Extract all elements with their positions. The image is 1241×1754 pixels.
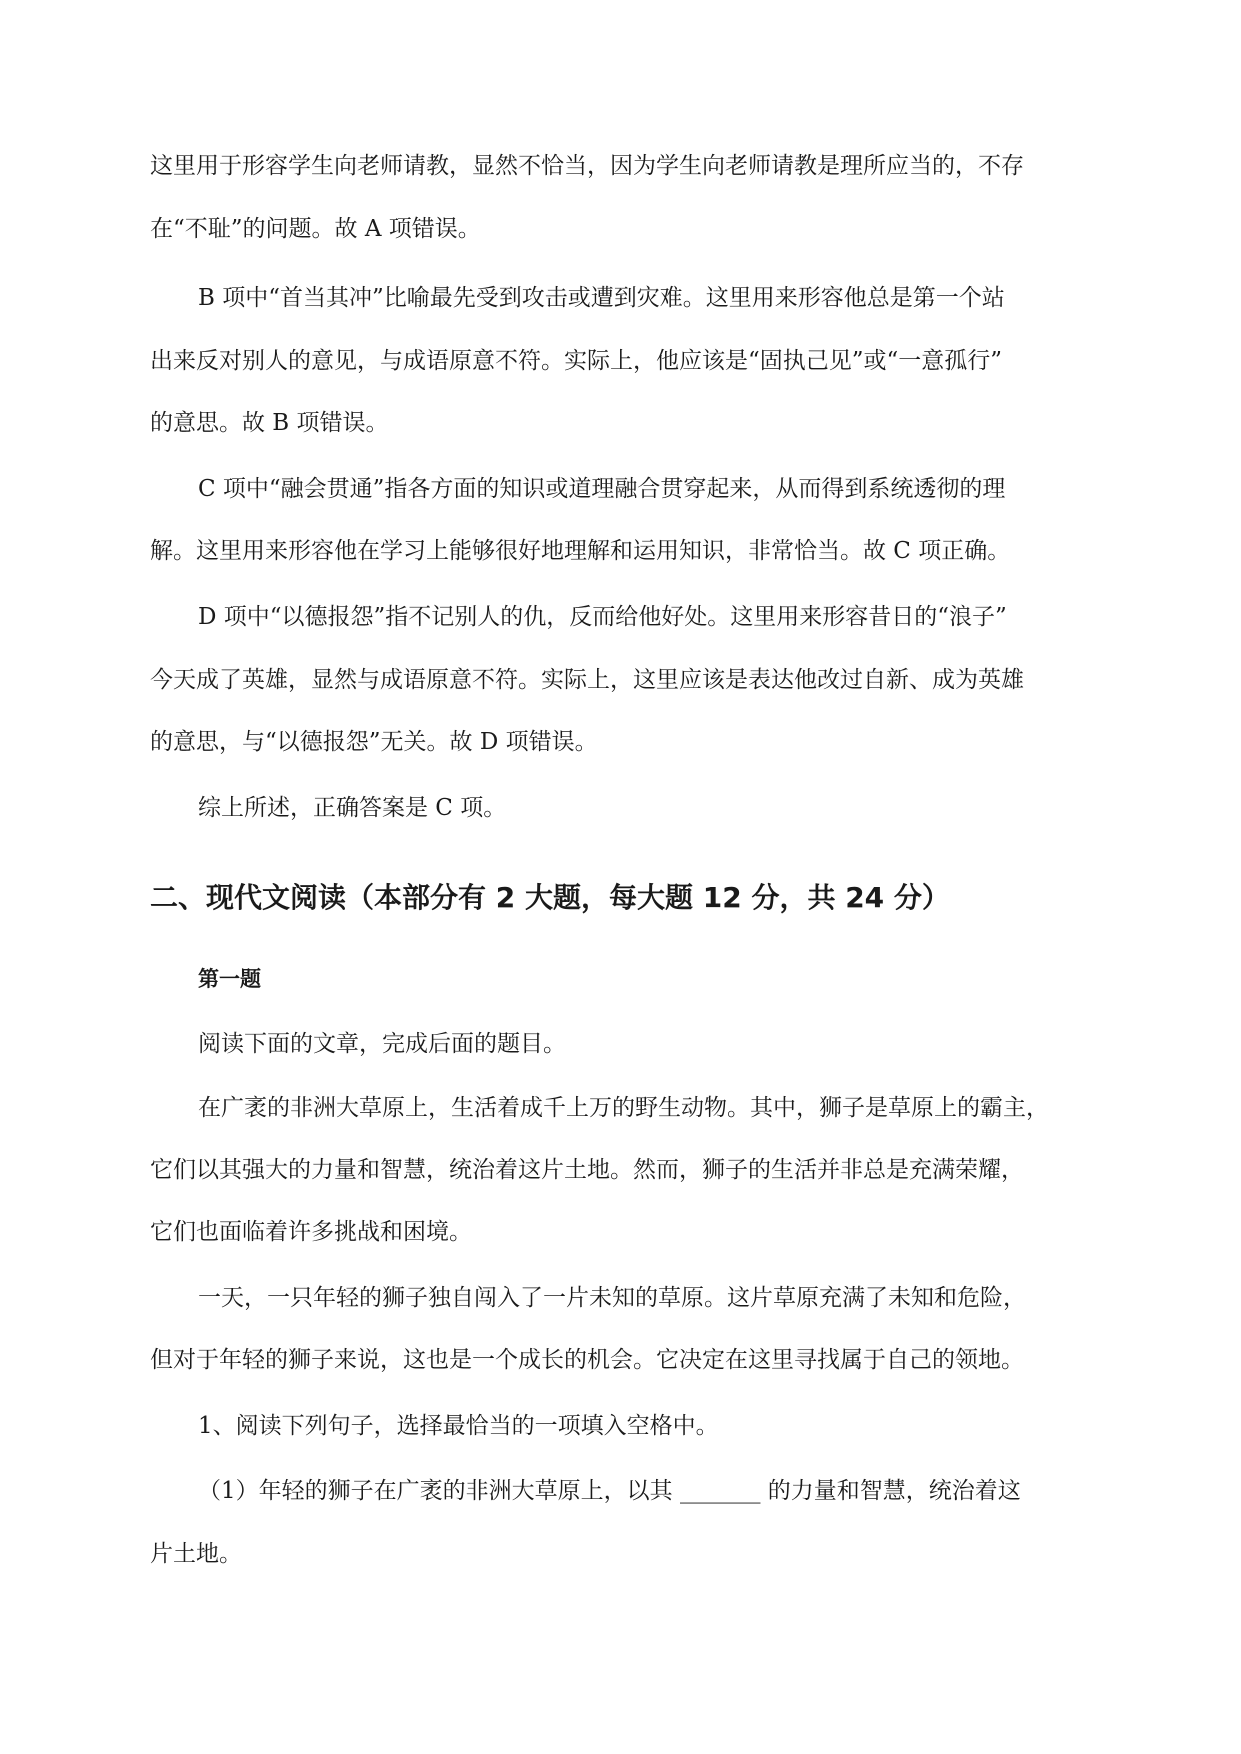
paragraph-line: D 项中“以德报怨”指不记别人的仇，反而给他好处。这里用来形容昔日的“浪子” — [198, 604, 1007, 630]
section-heading: 二、现代文阅读（本部分有 2 大题，每大题 12 分，共 24 分） — [150, 881, 950, 914]
question-line: 1、阅读下列句子，选择最恰当的一项填入空格中。 — [198, 1413, 719, 1439]
paragraph-line: 它们也面临着许多挑战和困境。 — [150, 1219, 472, 1245]
paragraph-line: 一天，一只年轻的狮子独自闯入了一片未知的草原。这片草原充满了未知和危险， — [198, 1285, 1026, 1311]
paragraph-line: 这里用于形容学生向老师请教，显然不恰当，因为学生向老师请教是理所应当的，不存 — [150, 153, 1024, 179]
paragraph-line: 综上所述，正确答案是 C 项。 — [198, 795, 507, 821]
paragraph-line: 在“不耻”的问题。故 A 项错误。 — [150, 216, 481, 242]
paragraph-line: 在广袤的非洲大草原上，生活着成千上万的野生动物。其中，狮子是草原上的霸主， — [198, 1095, 1049, 1121]
paragraph-line: 出来反对别人的意见，与成语原意不符。实际上，他应该是“固执己见”或“一意孤行” — [150, 348, 1003, 374]
paragraph-line: 的意思。故 B 项错误。 — [150, 410, 389, 436]
question-line: 片土地。 — [150, 1541, 242, 1567]
paragraph-line: 阅读下面的文章，完成后面的题目。 — [198, 1031, 566, 1057]
paragraph-line: B 项中“首当其冲”比喻最先受到攻击或遭到灾难。这里用来形容他总是第一个站 — [198, 285, 1005, 311]
paragraph-line: 它们以其强大的力量和智慧，统治着这片土地。然而，狮子的生活并非总是充满荣耀， — [150, 1157, 1024, 1183]
paragraph-line: 的意思，与“以德报怨”无关。故 D 项错误。 — [150, 729, 598, 755]
paragraph-line: 但对于年轻的狮子来说，这也是一个成长的机会。它决定在这里寻找属于自己的领地。 — [150, 1347, 1024, 1373]
question-line: （1）年轻的狮子在广袤的非洲大草原上，以其 _______ 的力量和智慧，统治着这 — [198, 1478, 1021, 1504]
paragraph-line: 今天成了英雄，显然与成语原意不符。实际上，这里应该是表达他改过自新、成为英雄 — [150, 667, 1024, 693]
paragraph-line: 解。这里用来形容他在学习上能够很好地理解和运用知识，非常恰当。故 C 项正确。 — [150, 538, 1011, 564]
paragraph-line: C 项中“融会贯通”指各方面的知识或道理融合贯穿起来，从而得到系统透彻的理 — [198, 476, 1006, 502]
sub-heading: 第一题 — [198, 967, 261, 991]
